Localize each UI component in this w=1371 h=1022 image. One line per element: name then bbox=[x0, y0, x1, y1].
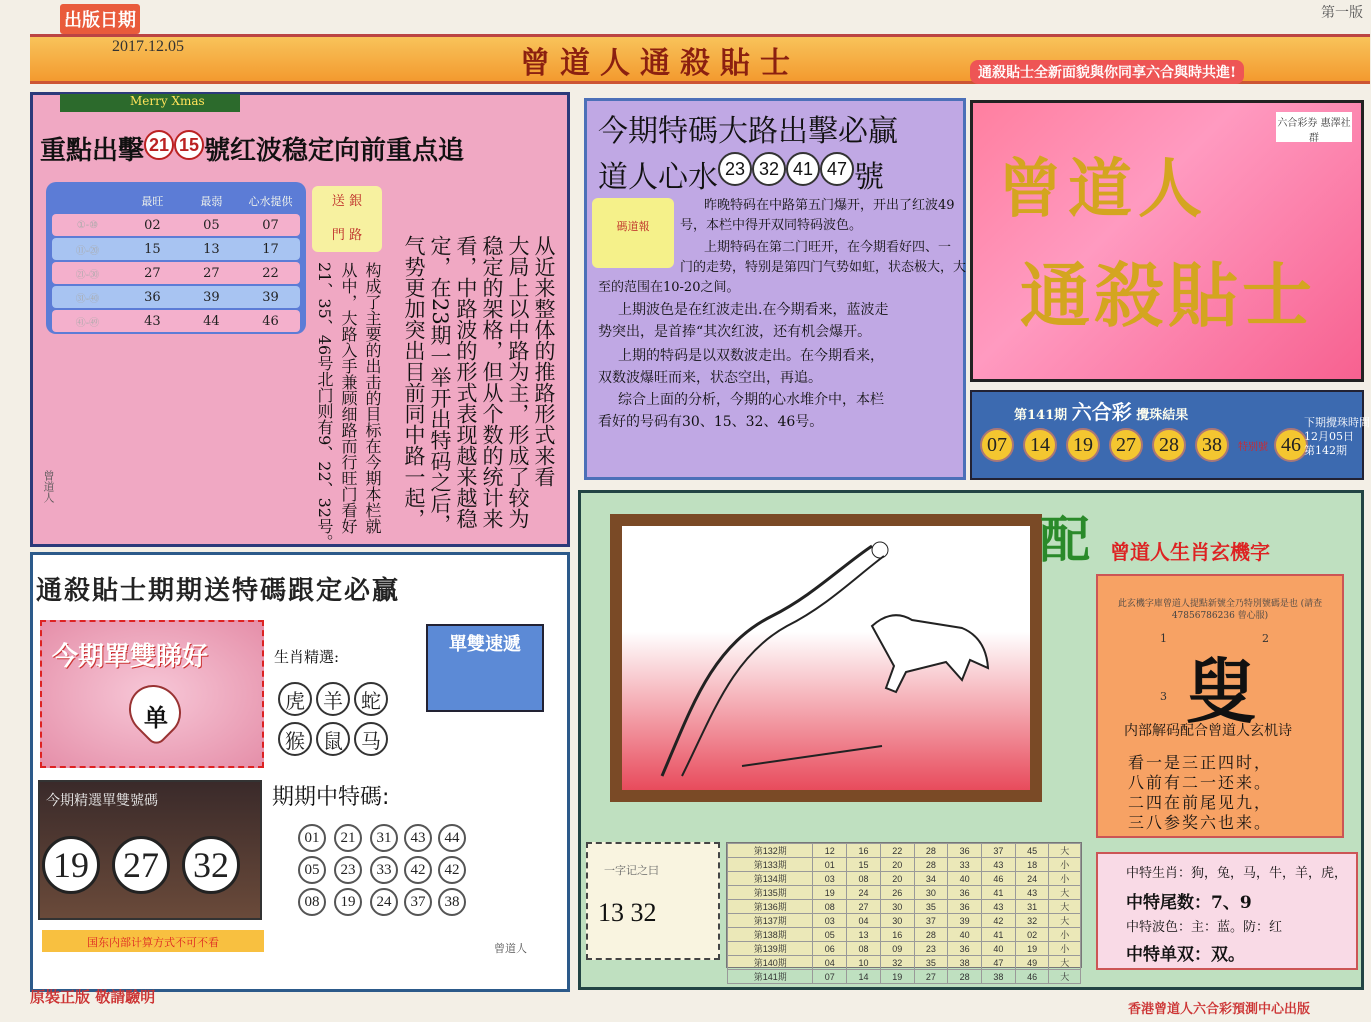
cell: 44 bbox=[203, 313, 220, 329]
table-cell: 46 bbox=[1015, 970, 1049, 984]
prediction-line: 中特波色：主：蓝。防：红 bbox=[1126, 920, 1283, 935]
grid-number: 38 bbox=[438, 888, 466, 916]
table-cell: 37 bbox=[914, 914, 948, 928]
dice-text: 門 bbox=[331, 228, 345, 243]
slogan: 通殺貼士全新面貌與你同享六合與時共進! bbox=[970, 60, 1244, 84]
table-header bbox=[52, 190, 300, 212]
cell: 39 bbox=[203, 289, 220, 305]
table-cell: 45 bbox=[1015, 844, 1049, 858]
history-table bbox=[726, 842, 1082, 982]
zodiac-pick: 鼠 bbox=[316, 722, 350, 756]
grid-number: 31 bbox=[370, 824, 398, 852]
selected-number: 32 bbox=[182, 836, 240, 894]
table-row: ①-⑩ 02 05 07 bbox=[52, 214, 300, 236]
grid-number: 05 bbox=[298, 856, 326, 884]
table-cell: 08 bbox=[813, 900, 847, 914]
cell: 36 bbox=[144, 289, 161, 305]
table-cell: 12 bbox=[813, 844, 847, 858]
subheadline-pre: 道人心水 bbox=[598, 160, 718, 195]
table-cell: 38 bbox=[948, 956, 982, 970]
table-cell: 40 bbox=[982, 942, 1016, 956]
odd-even-express: 單雙速遞 bbox=[426, 624, 544, 712]
zodiac-pick: 猴 bbox=[278, 722, 312, 756]
special-ball: 46 bbox=[1274, 428, 1308, 462]
selected-numbers-title: 今期精選單雙號碼 bbox=[46, 793, 158, 809]
table-cell: 04 bbox=[847, 914, 881, 928]
table-row bbox=[728, 914, 1081, 928]
tips-line: 势突出，是首捧“其次红波，还有机会爆开。 bbox=[598, 324, 872, 340]
table-cell: 36 bbox=[948, 886, 982, 900]
table-cell: 40 bbox=[948, 872, 982, 886]
table-cell: 小 bbox=[1049, 928, 1081, 942]
col-header: 最旺 bbox=[141, 195, 164, 208]
table-cell: 33 bbox=[948, 858, 982, 872]
article-column: 稳定的架格，但从个数的统计来 bbox=[480, 235, 504, 529]
table-cell: 大 bbox=[1049, 886, 1081, 900]
headline-number: 21 bbox=[144, 130, 174, 160]
article-column: 从近来整体的推路形式来看 bbox=[532, 235, 556, 487]
cell: 15 bbox=[144, 241, 161, 257]
table-cell: 43 bbox=[982, 858, 1016, 872]
table-cell: 28 bbox=[914, 858, 948, 872]
table-cell: 09 bbox=[880, 942, 914, 956]
table-cell: 18 bbox=[1015, 858, 1049, 872]
grid-number: 42 bbox=[404, 856, 432, 884]
table-cell: 08 bbox=[847, 942, 881, 956]
article-column: 从中，大路入手兼顾细路而行旺门看好 bbox=[339, 262, 358, 534]
table-cell: 13 bbox=[847, 928, 881, 942]
zodiac-pick: 羊 bbox=[316, 682, 350, 716]
tips-headline: 今期特碼大路出擊必贏 bbox=[598, 114, 898, 149]
tips-line: 综合上面的分析，今期的心水堆介中，本栏 bbox=[618, 392, 884, 408]
headline-post: 號红波稳定向前重点追 bbox=[204, 136, 465, 166]
table-row: ㉑-㉚ 27 27 22 bbox=[52, 262, 300, 284]
table-cell: 08 bbox=[847, 872, 881, 886]
pick-number: 41 bbox=[786, 152, 820, 186]
cell: 43 bbox=[144, 313, 161, 329]
article-column: 气势更加突出目前同中路一起， bbox=[402, 235, 426, 529]
table-cell: 02 bbox=[1015, 928, 1049, 942]
table-cell: 19 bbox=[1015, 942, 1049, 956]
panel-daily bbox=[30, 552, 570, 992]
table-cell: 第141期 bbox=[728, 970, 813, 984]
dice-text: 路 bbox=[349, 228, 363, 243]
table-cell: 49 bbox=[1015, 956, 1049, 970]
table-cell: 41 bbox=[982, 886, 1016, 900]
table-row bbox=[728, 872, 1081, 886]
table-cell: 小 bbox=[1049, 858, 1081, 872]
table-cell: 22 bbox=[880, 844, 914, 858]
table-cell: 第138期 bbox=[728, 928, 813, 942]
card-number: 2 bbox=[1262, 632, 1269, 645]
table-cell: 39 bbox=[948, 914, 982, 928]
poem-line: 看一是三正四时， bbox=[1128, 753, 1273, 772]
table-cell: 36 bbox=[948, 900, 982, 914]
poem-line: 三八参奖六也来。 bbox=[1128, 813, 1273, 832]
table-cell: 15 bbox=[847, 858, 881, 872]
grid-number: 01 bbox=[298, 824, 326, 852]
footer-left: 原裝正版 敬請驗明 bbox=[30, 988, 156, 1006]
grid-number: 33 bbox=[370, 856, 398, 884]
odd-even-title: 今期單雙睇好 bbox=[52, 642, 209, 672]
table-cell: 30 bbox=[880, 900, 914, 914]
table-cell: 大 bbox=[1049, 914, 1081, 928]
table-cell: 04 bbox=[813, 956, 847, 970]
horse-illustration bbox=[610, 514, 1042, 802]
table-cell: 20 bbox=[880, 858, 914, 872]
table-cell: 36 bbox=[948, 942, 982, 956]
grid-number: 44 bbox=[438, 824, 466, 852]
main-title: 曾道人通殺貼士 bbox=[520, 46, 800, 81]
tips-line: 上期特码在第二门旺开，在今期看好四、一 bbox=[704, 240, 952, 255]
cell: 46 bbox=[262, 313, 279, 329]
zodiac-label: 生肖精選: bbox=[274, 648, 340, 666]
table-cell: 第136期 bbox=[728, 900, 813, 914]
table-cell: 10 bbox=[847, 956, 881, 970]
article-column: 构成了主要的出击的目标在今期本栏就 bbox=[363, 262, 382, 534]
headline-number: 15 bbox=[174, 130, 204, 160]
table-cell: 28 bbox=[948, 970, 982, 984]
poem-heading: 内部解码配合曾道人玄机诗 bbox=[1124, 723, 1292, 739]
table-cell: 07 bbox=[813, 970, 847, 984]
table-cell: 40 bbox=[948, 928, 982, 942]
table-cell: 30 bbox=[880, 914, 914, 928]
table-cell: 30 bbox=[914, 886, 948, 900]
table-cell: 43 bbox=[1015, 886, 1049, 900]
next-draw-label: 下期攪珠時間 bbox=[1304, 416, 1370, 429]
tips-line: 上期波色是在红波走出.在今期看来，蓝波走 bbox=[618, 302, 889, 318]
pei-title: 曾道人生肖玄機字 bbox=[1110, 540, 1270, 564]
period-pre: 第 bbox=[1014, 408, 1028, 423]
cell: 05 bbox=[203, 217, 220, 233]
table-row: ⑪-⑳ 15 13 17 bbox=[52, 238, 300, 260]
table-cell: 大 bbox=[1049, 844, 1081, 858]
table-cell: 38 bbox=[982, 970, 1016, 984]
table-row bbox=[728, 970, 1081, 984]
focus-headline bbox=[40, 130, 464, 167]
table-cell: 46 bbox=[982, 872, 1016, 886]
table-row bbox=[728, 956, 1081, 970]
next-draw-date: 12月05日 bbox=[1304, 430, 1354, 443]
dice-text: 送 bbox=[331, 194, 345, 209]
tips-line: 门的走势，特别是第四门气势如虹，状态极大，大 bbox=[680, 260, 967, 275]
footer-right: 香港曾道人六合彩預測中心出版 bbox=[1128, 1002, 1311, 1017]
xmas-banner: Merry Xmas bbox=[60, 94, 240, 112]
card-note: 此玄機字庫曾道人提點新號全乃特別號碼是也 (請查47856786236 曾心服) bbox=[1117, 599, 1323, 621]
cell: 02 bbox=[144, 217, 161, 233]
selected-number: 19 bbox=[42, 836, 100, 894]
callout-numbers: 13 32 bbox=[598, 898, 657, 927]
result-ball: 28 bbox=[1152, 428, 1186, 462]
table-cell: 第137期 bbox=[728, 914, 813, 928]
table-cell: 27 bbox=[847, 900, 881, 914]
result-ball: 14 bbox=[1023, 428, 1057, 462]
tips-line: 至的范围在10-20之间。 bbox=[598, 280, 740, 295]
hot-cold-table bbox=[46, 182, 306, 334]
period-post: 期 bbox=[1054, 408, 1068, 423]
table-cell: 35 bbox=[914, 956, 948, 970]
cell: 13 bbox=[203, 241, 220, 257]
result-ball: 07 bbox=[980, 428, 1014, 462]
period-number: 141 bbox=[1027, 408, 1055, 423]
cell: 39 bbox=[262, 289, 279, 305]
banner-note: 国东内部计算方式不可不看 bbox=[42, 930, 264, 952]
table-cell: 大 bbox=[1049, 970, 1081, 984]
table-cell: 01 bbox=[813, 858, 847, 872]
article-column: 大局上以中路为主，形成了较为 bbox=[506, 235, 530, 529]
brand-subtitle: 通殺貼士 bbox=[1020, 254, 1316, 337]
special-label: 特别號 bbox=[1238, 441, 1268, 453]
numbers-grid-title: 期期中特碼: bbox=[272, 785, 390, 810]
tips-tag: 碼道報 bbox=[592, 198, 674, 268]
next-draw-period: 第142期 bbox=[1304, 444, 1347, 457]
article-column: 21、35、46号北门则有9、22、32号。 bbox=[315, 262, 334, 550]
table-cell: 37 bbox=[982, 844, 1016, 858]
grid-number: 21 bbox=[334, 824, 362, 852]
table-cell: 小 bbox=[1049, 942, 1081, 956]
table-cell: 35 bbox=[914, 900, 948, 914]
table-cell: 47 bbox=[982, 956, 1016, 970]
tips-line: 上期的特码是以双数波走出。在今期看来， bbox=[618, 348, 884, 364]
table-cell: 大 bbox=[1049, 956, 1081, 970]
game-name: 六合彩 bbox=[1071, 400, 1132, 424]
pei-character: 配 bbox=[1040, 510, 1090, 569]
table-cell: 第139期 bbox=[728, 942, 813, 956]
horse-tree-drawing bbox=[622, 526, 1030, 790]
table-cell: 32 bbox=[1015, 914, 1049, 928]
pick-number: 23 bbox=[718, 152, 752, 186]
result-ball: 38 bbox=[1195, 428, 1229, 462]
article-column: 看，中路波的形式表现越来越稳 bbox=[454, 235, 478, 529]
signature: 曾道人 bbox=[42, 470, 55, 503]
table-cell: 05 bbox=[813, 928, 847, 942]
table-cell: 第140期 bbox=[728, 956, 813, 970]
table-row: ㉛-㊵ 36 39 39 bbox=[52, 286, 300, 308]
article-column: 定，在23期一举开出特码之后， bbox=[428, 235, 452, 535]
mystery-character: 叟 bbox=[1186, 650, 1256, 733]
cell: 27 bbox=[144, 265, 161, 281]
grid-number: 37 bbox=[404, 888, 432, 916]
grid-number: 24 bbox=[370, 888, 398, 916]
table-cell: 19 bbox=[813, 886, 847, 900]
cell: 17 bbox=[262, 241, 279, 257]
table-cell: 03 bbox=[813, 872, 847, 886]
poem-line: 八前有二一还来。 bbox=[1128, 773, 1273, 792]
history-table-grid bbox=[727, 843, 1081, 984]
grid-number: 43 bbox=[404, 824, 432, 852]
results-suffix: 攪珠結果 bbox=[1136, 408, 1189, 423]
grid-number: 42 bbox=[438, 856, 466, 884]
prediction-line: 中特单双：双。 bbox=[1126, 945, 1245, 965]
table-row bbox=[728, 942, 1081, 956]
poem-line: 二四在前尾见九， bbox=[1128, 793, 1273, 812]
cell: 27 bbox=[203, 265, 220, 281]
card-number: 3 bbox=[1160, 690, 1167, 703]
table-cell: 20 bbox=[880, 872, 914, 886]
table-cell: 26 bbox=[880, 886, 914, 900]
table-cell: 第135期 bbox=[728, 886, 813, 900]
table-cell: 19 bbox=[880, 970, 914, 984]
table-cell: 23 bbox=[914, 942, 948, 956]
zodiac-pick: 蛇 bbox=[354, 682, 388, 716]
tips-line: 看好的号码有30、15、32、46号。 bbox=[598, 414, 824, 430]
table-cell: 16 bbox=[880, 928, 914, 942]
table-cell: 28 bbox=[914, 928, 948, 942]
table-row bbox=[728, 886, 1081, 900]
headline-pre: 重點出擊 bbox=[40, 136, 145, 166]
dice-text: 銀 bbox=[349, 194, 363, 209]
table-cell: 41 bbox=[982, 928, 1016, 942]
table-cell: 大 bbox=[1049, 900, 1081, 914]
table-cell: 31 bbox=[1015, 900, 1049, 914]
grid-number: 19 bbox=[334, 888, 362, 916]
cell: 07 bbox=[262, 217, 279, 233]
odd-even-pick: 单 bbox=[144, 703, 168, 732]
table-cell: 42 bbox=[982, 914, 1016, 928]
table-cell: 34 bbox=[914, 872, 948, 886]
col-header: 心水提供 bbox=[248, 195, 293, 208]
table-row bbox=[728, 844, 1081, 858]
cell: 22 bbox=[262, 265, 279, 281]
signature: 曾道人 bbox=[494, 942, 527, 955]
table-row bbox=[728, 858, 1081, 872]
result-ball: 19 bbox=[1066, 428, 1100, 462]
callout-label: 一字记之曰 bbox=[604, 864, 659, 877]
table-cell: 第132期 bbox=[728, 844, 813, 858]
table-cell: 03 bbox=[813, 914, 847, 928]
pick-number: 47 bbox=[820, 152, 854, 186]
table-cell: 24 bbox=[1015, 872, 1049, 886]
prediction-line: 中特尾数：7、9 bbox=[1126, 893, 1252, 913]
grid-number: 08 bbox=[298, 888, 326, 916]
table-cell: 06 bbox=[813, 942, 847, 956]
publish-date-label: 出版日期 bbox=[60, 4, 140, 34]
page-number: 第一版 bbox=[1321, 5, 1363, 21]
table-cell: 24 bbox=[847, 886, 881, 900]
zodiac-pick: 虎 bbox=[278, 682, 312, 716]
pick-number: 32 bbox=[752, 152, 786, 186]
lottery-logo: 六合彩券 惠澤社群 bbox=[1276, 112, 1352, 142]
table-row bbox=[728, 900, 1081, 914]
table-row bbox=[728, 928, 1081, 942]
next-draw-info bbox=[1304, 416, 1370, 458]
grid-number: 23 bbox=[334, 856, 362, 884]
col-header: 最弱 bbox=[200, 195, 223, 208]
dice-graphic bbox=[312, 186, 382, 252]
table-cell: 36 bbox=[948, 844, 982, 858]
selected-number: 27 bbox=[112, 836, 170, 894]
table-cell: 32 bbox=[880, 956, 914, 970]
table-cell: 16 bbox=[847, 844, 881, 858]
brand-title: 曾道人 bbox=[998, 152, 1208, 227]
result-balls bbox=[980, 428, 1317, 462]
tips-line: 号，本栏中得开双同特码波色。 bbox=[680, 218, 863, 233]
table-cell: 小 bbox=[1049, 872, 1081, 886]
table-cell: 43 bbox=[982, 900, 1016, 914]
results-heading bbox=[1014, 396, 1188, 425]
table-cell: 14 bbox=[847, 970, 881, 984]
publish-date: 2017.12.05 bbox=[112, 38, 184, 55]
table-cell: 27 bbox=[914, 970, 948, 984]
result-ball: 27 bbox=[1109, 428, 1143, 462]
table-cell: 第134期 bbox=[728, 872, 813, 886]
tips-line: 双数波爆旺而来，状态空出，再追。 bbox=[598, 370, 822, 386]
table-cell: 第133期 bbox=[728, 858, 813, 872]
table-cell: 28 bbox=[914, 844, 948, 858]
table-row: ㊶-㊾ 43 44 46 bbox=[52, 310, 300, 332]
subheadline-post: 號 bbox=[854, 160, 884, 195]
tips-line: 昨晚特码在中路第五门爆开，开出了红波49 bbox=[704, 198, 955, 213]
zodiac-pick: 马 bbox=[354, 722, 388, 756]
daily-headline: 通殺貼士期期送特碼跟定必贏 bbox=[36, 576, 401, 606]
tips-subheadline bbox=[598, 152, 884, 196]
prediction-line: 中特生肖：狗，兔，马，牛，羊，虎， bbox=[1126, 866, 1348, 881]
card-number: 1 bbox=[1160, 632, 1167, 645]
